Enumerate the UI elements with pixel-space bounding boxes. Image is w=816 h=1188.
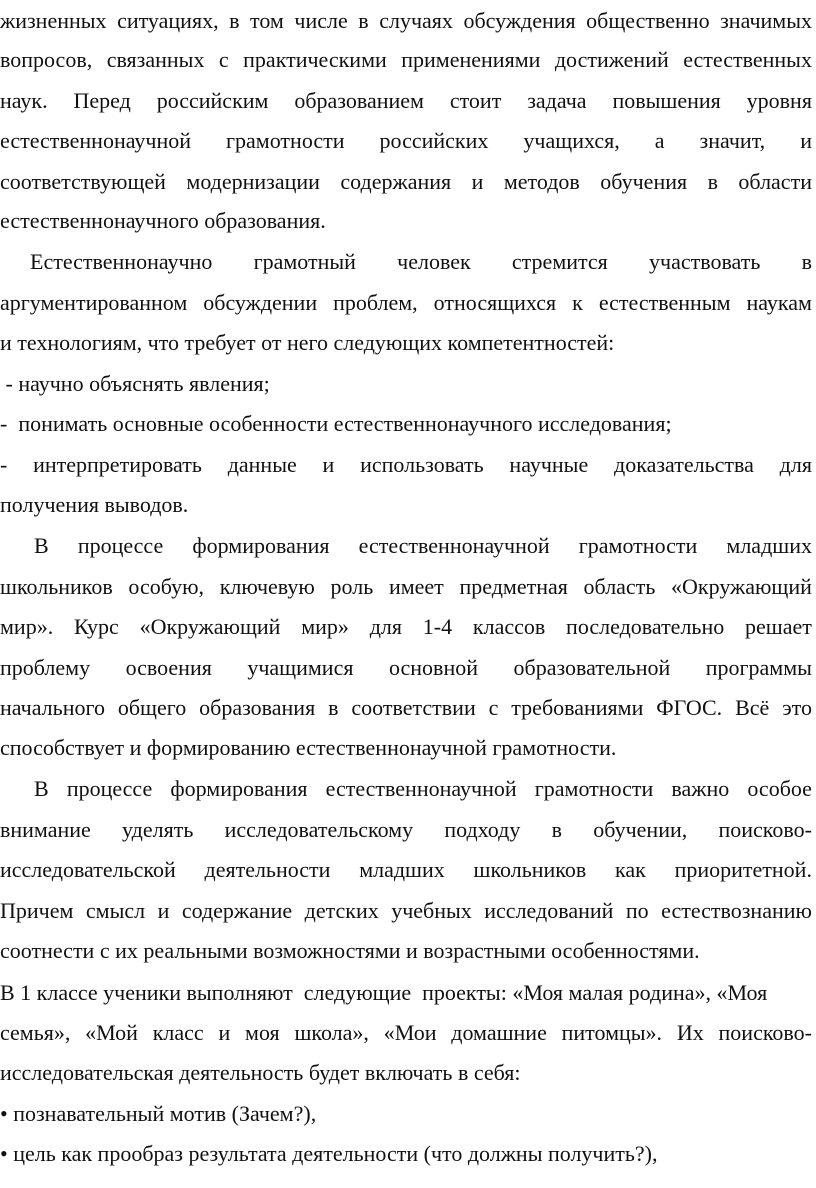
text-line: [0, 80, 812, 121]
word: к: [572, 290, 583, 315]
word: школа»,: [294, 1020, 369, 1045]
text-line: [0, 972, 816, 1013]
word: содержание: [181, 898, 293, 923]
word: формирования: [170, 776, 308, 801]
word: процессе: [77, 533, 164, 558]
word: исследований: [484, 898, 614, 923]
word: программы: [705, 655, 812, 680]
word: образовательной: [513, 655, 671, 680]
text-run: соотнести с их реальными возможностями и возрастными особенностями.: [0, 938, 700, 963]
word: роль: [330, 574, 374, 599]
word: Естественнонаучно: [30, 249, 213, 274]
word: В: [34, 533, 49, 558]
word: а: [654, 128, 665, 153]
text-line: [0, 768, 812, 809]
word: естественнонаучной: [358, 533, 550, 558]
word: случаях: [379, 8, 453, 33]
text-line: [0, 282, 812, 323]
text-line: [0, 525, 812, 566]
word: с: [488, 695, 499, 720]
word: проблем,: [333, 290, 418, 315]
word: учащихся,: [523, 128, 620, 153]
word: особую,: [128, 574, 205, 599]
word: требованиями: [511, 695, 644, 720]
text-line: [0, 930, 816, 971]
text-run: • познавательный мотив (Зачем?),: [0, 1101, 317, 1126]
word: это: [782, 695, 812, 720]
word: стремится: [511, 249, 608, 274]
word: числе: [294, 8, 348, 33]
text-line: [0, 566, 812, 607]
word: том: [250, 8, 284, 33]
word: Перед: [73, 88, 131, 113]
word: Всё: [735, 695, 770, 720]
word: связанных: [106, 47, 205, 72]
word: естественных: [683, 47, 812, 72]
text-line: [0, 647, 812, 688]
word: учащимися: [247, 655, 354, 680]
word: естественнонаучной: [0, 128, 191, 153]
word: по: [625, 898, 649, 923]
word: естественнонаучной: [325, 776, 517, 801]
word: проблему: [0, 655, 91, 680]
word: соответствующей: [0, 169, 166, 194]
word: достижений: [554, 47, 669, 72]
word: поисково-: [718, 1020, 812, 1045]
text-run: и технологиям, что требует от него следующих компетентностей:: [0, 330, 615, 355]
word: освоения: [125, 655, 212, 680]
word: «Окружающий: [139, 614, 281, 639]
word: повышения: [612, 88, 721, 113]
word: семья»,: [0, 1020, 71, 1045]
text-line: [0, 444, 812, 485]
word: жизненных: [0, 8, 107, 33]
word: и: [157, 898, 170, 923]
word: в: [551, 817, 562, 842]
word: начального: [0, 695, 105, 720]
word: и: [218, 1020, 231, 1045]
text-line: [0, 241, 812, 282]
word: области: [738, 169, 812, 194]
word: значит,: [699, 128, 766, 153]
word: область: [583, 574, 656, 599]
word: научные: [509, 452, 589, 477]
word: практическими: [243, 47, 387, 72]
word: модернизации: [186, 169, 320, 194]
word: с: [218, 47, 229, 72]
text-line: [0, 484, 816, 525]
word: смысл: [85, 898, 146, 923]
word: исследовательской: [0, 857, 176, 882]
word: обучении,: [593, 817, 688, 842]
word: подходу: [444, 817, 521, 842]
word: В: [34, 776, 49, 801]
text-line: [0, 687, 812, 728]
word: ключевую: [219, 574, 315, 599]
text-run: - понимать основные особенности естественнонаучного исследования;: [0, 411, 672, 436]
text-line: [0, 0, 812, 41]
text-line: [0, 161, 812, 202]
word: важно: [671, 776, 730, 801]
word: и: [800, 128, 812, 153]
word: значимых: [720, 8, 812, 33]
word: наукам: [746, 290, 812, 315]
word: классов: [472, 614, 546, 639]
word: внимание: [0, 817, 91, 842]
word: деятельности: [204, 857, 331, 882]
word: в: [801, 249, 812, 274]
word: Причем: [0, 898, 74, 923]
word: использовать: [360, 452, 484, 477]
word: приоритетной.: [674, 857, 812, 882]
word: данные: [227, 452, 297, 477]
word: содержания: [340, 169, 452, 194]
word: в: [707, 169, 718, 194]
text-line: [0, 403, 816, 444]
word: грамотности: [578, 533, 698, 558]
word: «Окружающий: [671, 574, 812, 599]
word: основной: [388, 655, 478, 680]
word: общего: [117, 695, 187, 720]
text-line: [0, 1012, 812, 1053]
word: соответствии: [351, 695, 476, 720]
word: детских: [304, 898, 379, 923]
word: мир»: [301, 614, 349, 639]
text-line: [0, 1052, 816, 1093]
word: обучения: [600, 169, 688, 194]
word: решает: [745, 614, 812, 639]
word: в: [358, 8, 369, 33]
word: в: [229, 8, 240, 33]
word: задача: [527, 88, 587, 113]
word: для: [369, 614, 403, 639]
word: Их: [676, 1020, 704, 1045]
word: особое: [747, 776, 812, 801]
text-line: [0, 200, 816, 241]
word: в: [328, 695, 339, 720]
text-line: [0, 120, 812, 161]
word: наук.: [0, 88, 48, 113]
word: -: [0, 452, 8, 477]
word: и: [322, 452, 335, 477]
text-line: [0, 363, 816, 404]
word: грамотный: [253, 249, 356, 274]
word: ФГОС.: [656, 695, 723, 720]
word: вопросов,: [0, 47, 93, 72]
text-run: получения выводов.: [0, 492, 189, 517]
text-line: [0, 606, 812, 647]
word: младших: [726, 533, 812, 558]
word: интерпретировать: [33, 452, 202, 477]
word: процессе: [66, 776, 153, 801]
word: «Мои: [383, 1020, 437, 1045]
word: Курс: [73, 614, 119, 639]
word: домашние: [451, 1020, 547, 1045]
text-line: [0, 727, 816, 768]
word: российским: [156, 88, 269, 113]
word: ситуациях,: [117, 8, 219, 33]
word: применениями: [401, 47, 541, 72]
word: класс: [152, 1020, 204, 1045]
text-run: исследовательская деятельность будет включать в себя:: [0, 1060, 521, 1085]
text-run: В 1 классе ученики выполняют следующие проекты: «Моя малая родина», «Моя: [0, 980, 768, 1005]
word: человек: [397, 249, 471, 274]
word: относящихся: [433, 290, 557, 315]
word: 1-4: [422, 614, 453, 639]
text-run: - научно объяснять явления;: [0, 371, 270, 396]
word: последовательно: [566, 614, 725, 639]
word: общественно: [586, 8, 710, 33]
word: аргументированном: [0, 290, 188, 315]
word: школьников: [0, 574, 113, 599]
word: уделять: [122, 817, 194, 842]
word: младших: [359, 857, 445, 882]
text-run: способствует и формированию естественнонаучной грамотности.: [0, 735, 617, 760]
text-line: [0, 849, 812, 890]
text-run: • цель как прообраз результата деятельности (что должны получить?),: [0, 1141, 658, 1166]
text-line: [0, 1093, 816, 1134]
word: учебных: [391, 898, 472, 923]
word: формирования: [192, 533, 330, 558]
word: грамотности: [226, 128, 345, 153]
word: для: [779, 452, 812, 477]
word: образованием: [294, 88, 424, 113]
text-run: естественнонаучного образования.: [0, 208, 326, 233]
word: уровня: [746, 88, 812, 113]
word: естественным: [598, 290, 731, 315]
text-line: [0, 809, 812, 850]
word: моя: [245, 1020, 280, 1045]
word: как: [615, 857, 646, 882]
word: школьников: [473, 857, 587, 882]
word: естествознанию: [661, 898, 812, 923]
word: стоит: [449, 88, 502, 113]
word: «Мой: [85, 1020, 138, 1045]
word: российских: [379, 128, 489, 153]
word: и: [471, 169, 484, 194]
word: образования: [199, 695, 316, 720]
word: методов: [503, 169, 580, 194]
text-line: [0, 322, 816, 363]
word: участвовать: [649, 249, 761, 274]
text-line: [0, 890, 812, 931]
word: имеет: [388, 574, 444, 599]
word: обсуждения: [463, 8, 576, 33]
word: мир».: [0, 614, 54, 639]
word: предметная: [459, 574, 568, 599]
word: доказательства: [614, 452, 754, 477]
text-line: [0, 39, 812, 80]
word: обсуждении: [203, 290, 318, 315]
text-line: [0, 1133, 816, 1174]
word: исследовательскому: [224, 817, 414, 842]
word: поисково-: [718, 817, 812, 842]
word: питомцы».: [561, 1020, 663, 1045]
word: грамотности: [534, 776, 654, 801]
